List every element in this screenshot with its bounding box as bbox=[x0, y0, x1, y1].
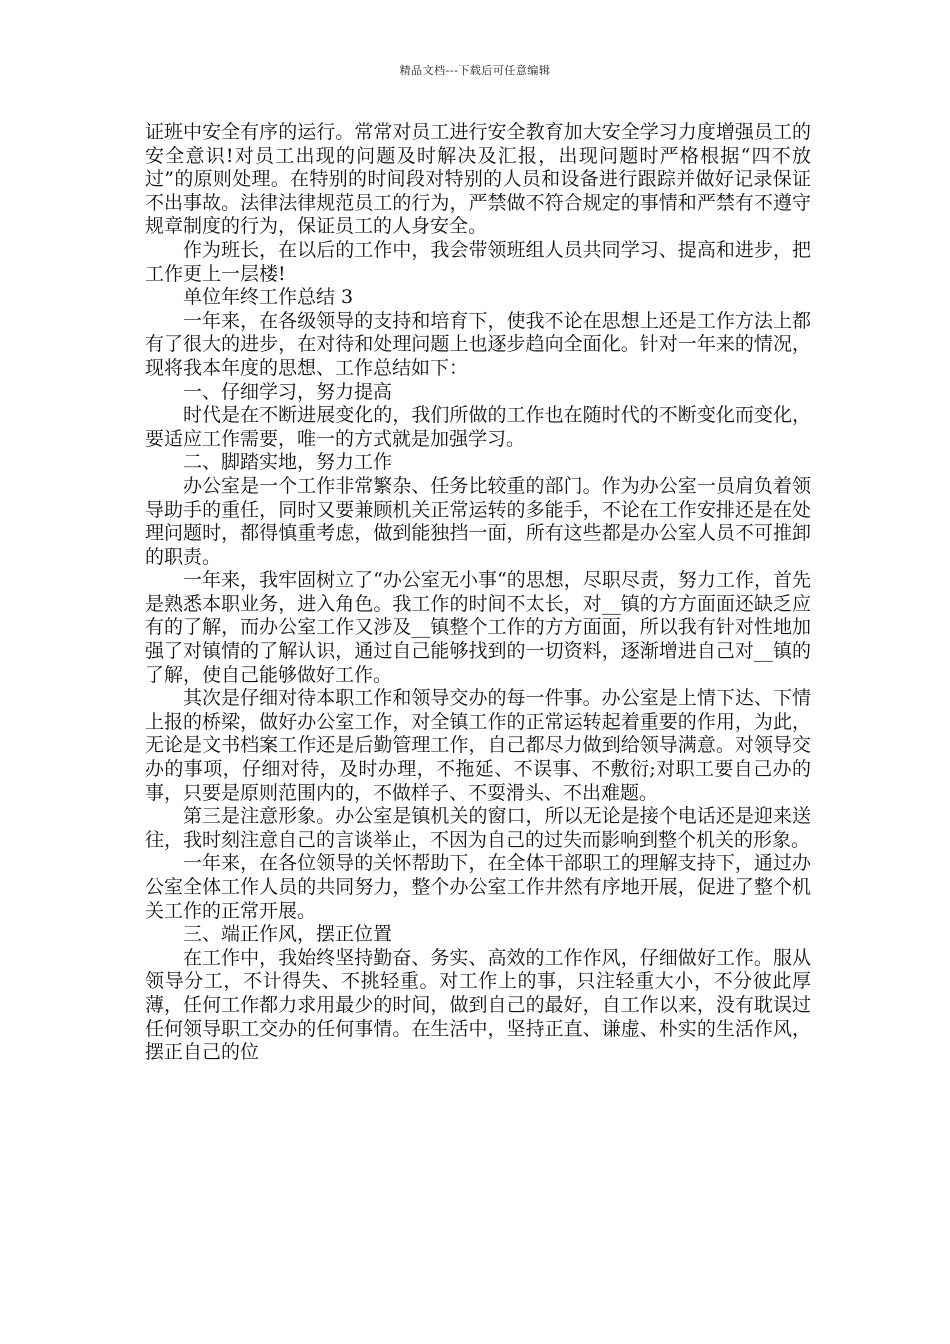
paragraph: 第三是注意形象。办公室是镇机关的窗口，所以无论是接个电话还是迎来送往，我时刻注意自己的言谈举止，不因为自己的过失而影响到整个机关的形象。 bbox=[145, 805, 811, 851]
paragraph: 时代是在不断进展变化的，我们所做的工作也在随时代的不断变化而变化，要适应工作需要，唯一的方式就是加强学习。 bbox=[145, 404, 811, 450]
paragraph: 作为班长，在以后的工作中，我会带领班组人员共同学习、提高和进步，把工作更上一层楼! bbox=[145, 238, 811, 285]
section-heading: 二、脚踏实地，努力工作 bbox=[183, 451, 393, 474]
section-title: 单位年终工作总结 3 bbox=[183, 286, 354, 309]
section-heading: 三、端正作风，摆正位置 bbox=[183, 923, 393, 946]
paragraph: 证班中安全有序的运行。常常对员工进行安全教育加大安全学习力度增强员工的安全意识!对员工出现的问题及时解决及汇报，出现问题时严格根据“四不放过”的原则处理。在特别的时间段对特别的人员和设备进行跟踪并做好记录保证不出事故。法律法律规范员工的行为，严禁做不符合规定的事情和严禁有不遵守规章制度的行为，保证员工的人身安全。 bbox=[145, 121, 811, 238]
paragraph: 在工作中，我始终坚持勤奋、务实、高效的工作作风，仔细做好工作。服从领导分工，不计得失、不挑轻重。对工作上的事，只注轻重大小，不分彼此厚薄，任何工作都力求用最少的时间，做到自己的最好，自工作以来，没有耽误过任何领导职工交办的任何事情。在生活中，坚持正直、谦虚、朴实的生活作风，摆正自己的位 bbox=[145, 946, 811, 1064]
paragraph: 一年来，在各位领导的关怀帮助下，在全体干部职工的理解支持下，通过办公室全体工作人员的共同努力，整个办公室工作井然有序地开展，促进了整个机关工作的正常开展。 bbox=[145, 852, 811, 922]
paragraph: 办公室是一个工作非常繁杂、任务比较重的部门。作为办公室一员肩负着领导助手的重任，同时又要兼顾机关正常运转的多能手，不论在工作安排还是在处理问题时，都得慎重考虑，做到能独挡一面，所有这些都是办公室人员不可推卸的职责。 bbox=[145, 474, 811, 568]
document-body bbox=[145, 121, 811, 1065]
paragraph: 一年来，在各级领导的支持和培育下，使我不论在思想上还是工作方法上都有了很大的进步，在对待和处理问题上也逐步趋向全面化。针对一年来的情况，现将我本年度的思想、工作总结如下： bbox=[145, 309, 811, 379]
paragraph: 一年来，我牢固树立了“办公室无小事“的思想，尽职尽责，努力工作，首先是熟悉本职业务，进入角色。我工作的时间不太长，对__镇的方方面面还缺乏应有的了解，而办公室工作又涉及__镇整个工作的方方面面，所以我有针对性地加强了对镇情的了解认识，通过自己能够找到的一切资料，逐渐增进自己对__镇的了解，使自己能够做好工作。 bbox=[145, 569, 811, 686]
paragraph: 其次是仔细对待本职工作和领导交办的每一件事。办公室是上情下达、下情上报的桥梁，做好办公室工作，对全镇工作的正常运转起着重要的作用，为此，无论是文书档案工作还是后勤管理工作，自己都尽力做到给领导满意。对领导交办的事项，仔细对待，及时办理，不拖延、不误事、不敷衍;对职工要自己办的事，只要是原则范围内的，不做样子、不耍滑头、不出难题。 bbox=[145, 687, 811, 804]
page-header: 精品文档---下载后可任意编辑 bbox=[399, 64, 551, 77]
section-heading: 一、仔细学习，努力提高 bbox=[183, 380, 393, 403]
